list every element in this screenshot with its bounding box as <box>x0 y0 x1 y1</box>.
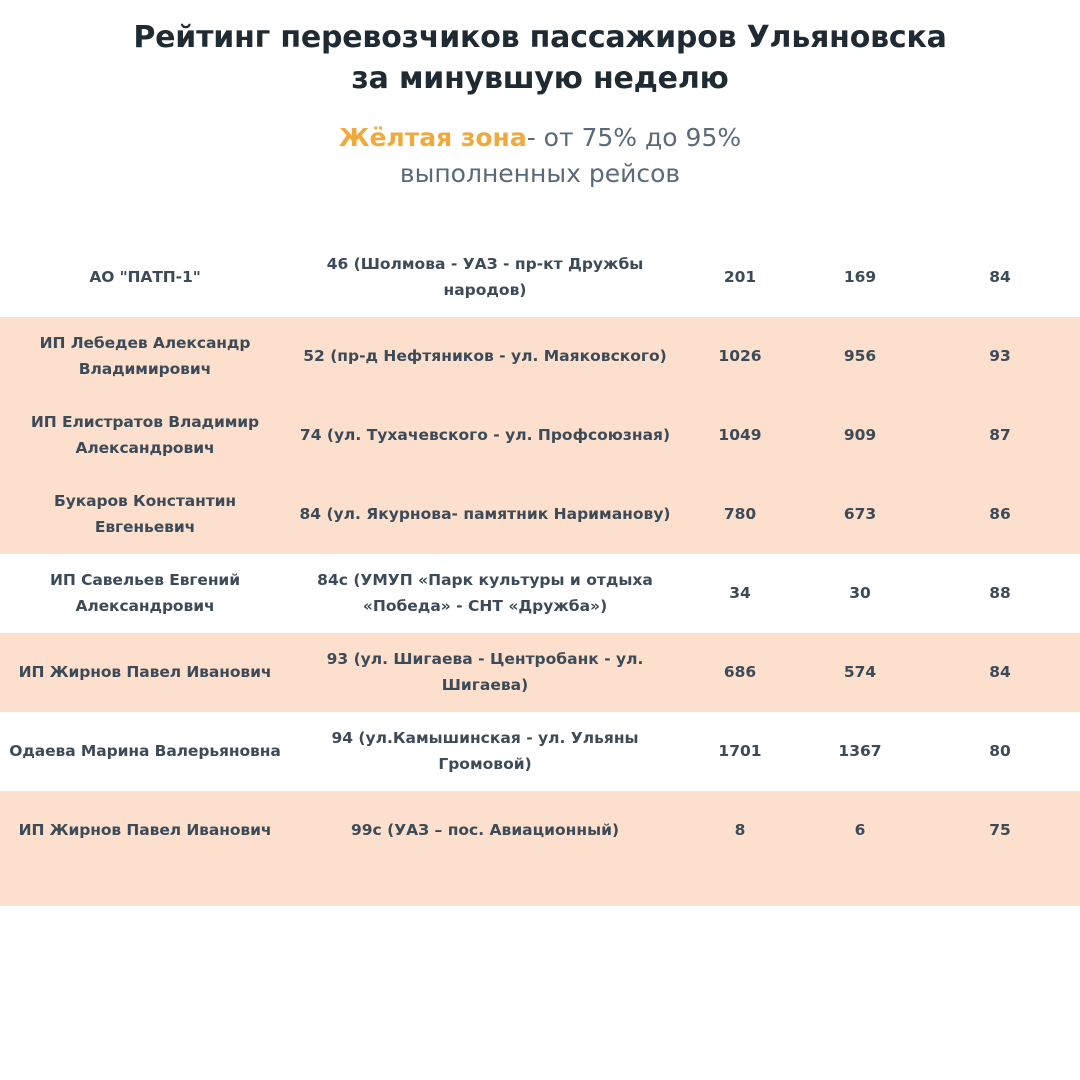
cell-carrier: ИП Жирнов Павел Иванович <box>18 821 272 840</box>
table-row <box>0 712 1080 791</box>
cell-route: 74 (ул. Тухачевского - ул. Профсоюзная) <box>299 426 671 445</box>
cell-percent: 84 <box>989 268 1011 287</box>
cell-percent: 80 <box>989 742 1011 761</box>
cell-percent: 87 <box>989 426 1011 445</box>
page-title-line-1: Рейтинг перевозчиков пассажиров Ульяновска <box>133 20 947 55</box>
page-title-line-2: за минувшую неделю <box>351 60 729 96</box>
cell-percent: 84 <box>989 663 1011 682</box>
cell-planned: 1026 <box>718 347 762 366</box>
page-subtitle <box>0 100 1080 193</box>
cell-done: 574 <box>843 663 877 682</box>
table-row <box>0 633 1080 712</box>
cell-carrier: Одаева Марина Валерьяновна <box>9 742 281 761</box>
cell-done: 673 <box>843 505 877 524</box>
table-row <box>0 475 1080 554</box>
zone-range: - от 75% до 95% <box>526 122 742 152</box>
cell-carrier: ИП Лебедев Александр Владимирович <box>39 334 251 378</box>
subtitle-line-2: выполненных рейсов <box>399 158 681 188</box>
cell-carrier: АО "ПАТП-1" <box>89 268 201 287</box>
cell-done: 30 <box>849 584 871 603</box>
cell-route: 46 (Шолмова - УАЗ - пр-кт Дружбы народов) <box>326 255 644 299</box>
page-title <box>0 0 1080 100</box>
cell-route: 93 (ул. Шигаева - Центробанк - ул. Шигаева) <box>326 650 644 694</box>
cell-route: 84 (ул. Якурнова- памятник Нариманову) <box>299 505 671 524</box>
table-row <box>0 791 1080 870</box>
cell-percent: 75 <box>989 821 1011 840</box>
cell-carrier: ИП Жирнов Павел Иванович <box>18 663 272 682</box>
zone-label: Жёлтая зона <box>338 122 527 152</box>
table-row <box>0 238 1080 317</box>
ratings-table <box>0 238 1080 870</box>
cell-done: 956 <box>843 347 877 366</box>
cell-done: 909 <box>843 426 877 445</box>
cell-percent: 93 <box>989 347 1011 366</box>
cell-planned: 686 <box>723 663 757 682</box>
cell-planned: 1049 <box>718 426 762 445</box>
cell-route: 99с (УАЗ – пос. Авиационный) <box>350 821 620 840</box>
cell-planned: 1701 <box>718 742 762 761</box>
ratings-table-body <box>0 238 1080 870</box>
ratings-table-wrap <box>0 238 1080 906</box>
cell-done: 6 <box>854 821 866 840</box>
cell-carrier: ИП Елистратов Владимир Александрович <box>30 413 260 457</box>
table-tail-stripe <box>0 870 1080 906</box>
cell-percent: 86 <box>989 505 1011 524</box>
table-row <box>0 554 1080 633</box>
cell-route: 52 (пр-д Нефтяников - ул. Маяковского) <box>303 347 667 366</box>
cell-carrier: Букаров Константин Евгеньевич <box>54 492 236 536</box>
cell-route: 94 (ул.Камышинская - ул. Ульяны Громовой) <box>331 729 639 773</box>
cell-planned: 8 <box>734 821 746 840</box>
cell-done: 1367 <box>838 742 882 761</box>
table-row <box>0 396 1080 475</box>
cell-planned: 780 <box>723 505 757 524</box>
cell-planned: 34 <box>729 584 751 603</box>
cell-route: 84с (УМУП «Парк культуры и отдыха «Победа» - СНТ «Дружба») <box>317 571 653 615</box>
cell-done: 169 <box>843 268 877 287</box>
cell-percent: 88 <box>989 584 1011 603</box>
table-row <box>0 317 1080 396</box>
subtitle-line-1 <box>110 120 970 156</box>
cell-planned: 201 <box>723 268 757 287</box>
cell-carrier: ИП Савельев Евгений Александрович <box>50 571 240 615</box>
